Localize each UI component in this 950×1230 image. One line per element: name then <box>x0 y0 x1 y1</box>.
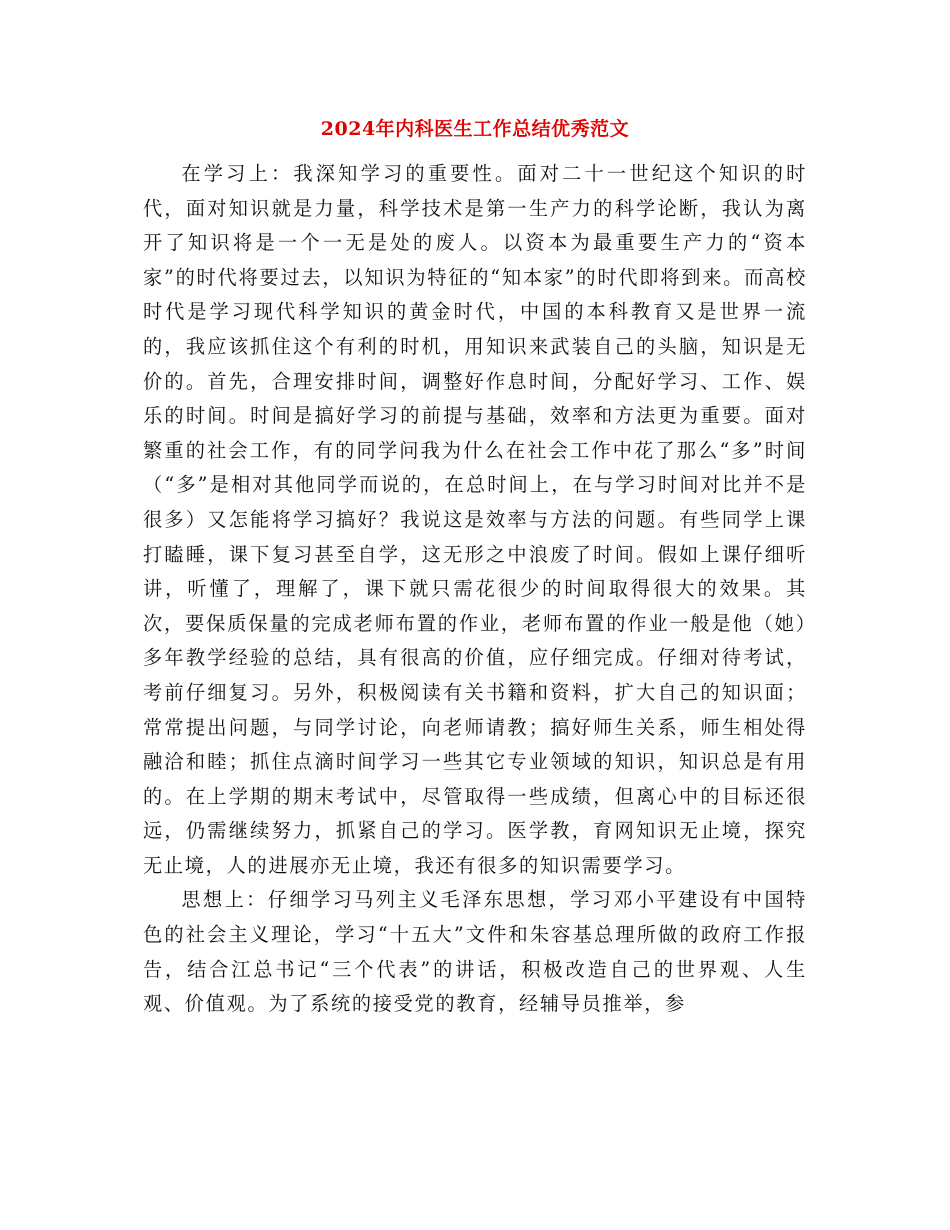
paragraph-thought: 思想上：仔细学习马列主义毛泽东思想，学习邓小平建设有中国特色的社会主义理论，学习“十五大”文件和朱容基总理所做的政府工作报告，结合江总书记“三个代表”的讲话，积极改造自己的世界观、人生观、价值观。为了系统的接受党的教育，经辅导员推举，参 <box>143 888 807 1016</box>
document-body <box>143 157 807 1022</box>
paragraph-study: 在学习上：我深知学习的重要性。面对二十一世纪这个知识的时代，面对知识就是力量，科学技术是第一生产力的科学论断，我认为离开了知识将是一个一无是处的废人。以资本为最重要生产力的“资本家”的时代将要过去，以知识为特征的“知本家”的时代即将到来。而高校时代是学习现代科学知识的黄金时代，中国的本科教育又是世界一流的，我应该抓住这个有利的时机，用知识来武装自己的头脑，知识是无价的。首先，合理安排时间，调整好作息时间，分配好学习、工作、娱乐的时间。时间是搞好学习的前提与基础，效率和方法更为重要。面对繁重的社会工作，有的同学问我为什么在社会工作中花了那么“多”时间（“多”是相对其他同学而说的，在总时间上，在与学习时间对比并不是很多）又怎能将学习搞好？我说这是效率与方法的问题。有些同学上课打瞌睡，课下复习甚至自学，这无形之中浪废了时间。假如上课仔细听讲，听懂了，理解了，课下就只需花很少的时间取得很大的效果。其次，要保质保量的完成老师布置的作业，老师布置的作业一般是他（她）多年教学经验的总结，具有很高的价值，应仔细完成。仔细对待考试，考前仔细复习。另外，积极阅读有关书籍和资料，扩大自己的知识面；常常提出问题，与同学讨论，向老师请教；搞好师生关系，师生相处得融洽和睦；抓住点滴时间学习一些其它专业领域的知识，知识总是有用的。在上学期的期末考试中，尽管取得一些成绩，但离心中的目标还很远，仍需继续努力，抓紧自己的学习。医学教，育网知识无止境，探究无止境，人的进展亦无止境，我还有很多的知识需要学习。 <box>143 162 807 877</box>
document-title: 2024年内科医生工作总结优秀范文 <box>320 118 630 140</box>
